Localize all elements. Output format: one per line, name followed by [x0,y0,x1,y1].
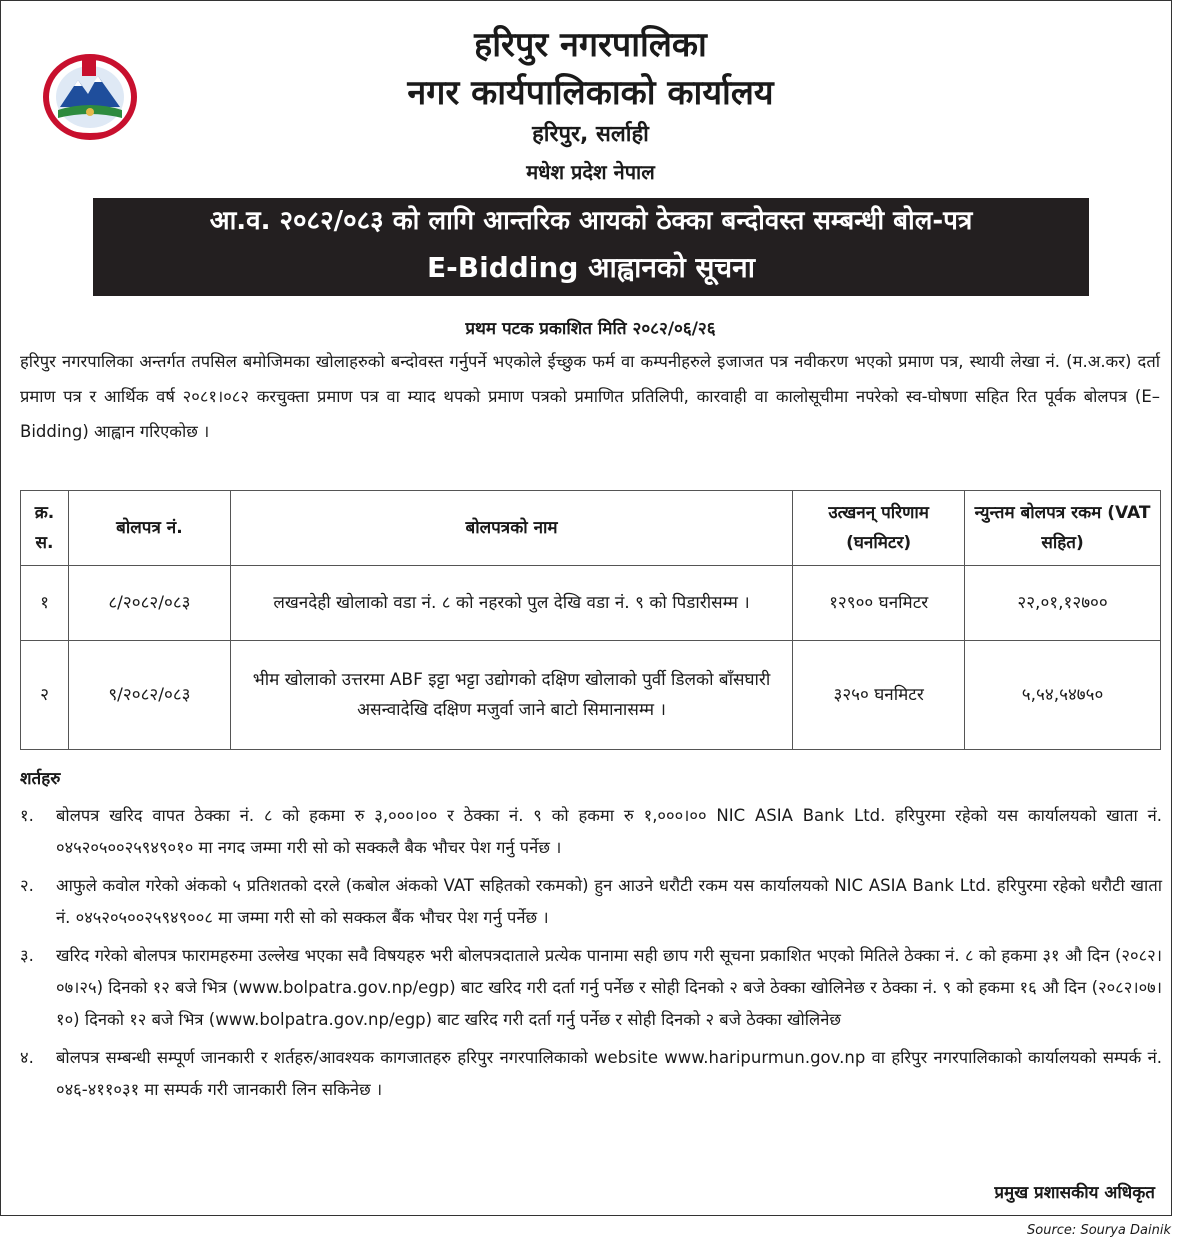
intro-paragraph: हरिपुर नगरपालिका अन्तर्गत तपसिल बमोजिमका खोलाहरुको बन्दोवस्त गर्नुपर्ने भएकोले ईच्छुक फर्म वा कम्पनीहरुले इजाजत पत्र नवीकरण भएको प्रमाण पत्र, स्थायी लेखा नं. (म.अ.कर) दर्ता प्रमाण पत्र र आर्थिक वर्ष २०८१।०८२ करचुक्ता प्रमाण पत्र वा म्याद थपको प्रमाण पत्रको प्रमाणित प्रतिलिपी, कारवाही वा कालोसूचीमा नपरेको स्व-घोषणा सहित रित पूर्वक बोलपत्र (E–Bidding) आह्वान गरिएकोछ । [20,352,1160,441]
term-number: ३. [20,946,34,965]
cell-amount: २२,०१,१२७०० [965,566,1161,641]
source-credit: Source: Sourya Dainik [1027,1223,1171,1238]
term-item [14,870,1162,934]
cell-amount: ५,५४,५४७५० [965,641,1161,750]
cell-sn: २ [21,641,69,750]
terms-list [14,800,1162,1112]
term-text: आफुले कवोल गरेको अंकको ५ प्रतिशतको दरले (कबोल अंकको VAT सहितको रकमको) हुन आउने धरौटी रकम यस कार्यालयको NIC ASIA Bank Ltd. हरिपुरमा रहेको धरौटी खाता नं. ०४५२०५००२५९४९००८ मा जम्मा गरी सो को सक्कल बैंक भौचर पेश गर्नु पर्नेछ । [56,876,1162,927]
cell-quantity: १२९०० घनमिटर [793,566,965,641]
cell-bid-no: ८/२०८२/०८३ [68,566,230,641]
office-address: हरिपुर, सर्लाही [532,122,649,147]
office-name: नगर कार्यपालिकाको कार्यालय [407,73,774,113]
terms-heading: शर्तहरु [20,769,61,789]
publish-date: प्रथम पटक प्रकाशित मिति २०८२/०६/२६ [465,319,716,339]
term-item [14,800,1162,864]
notice-title: आ.व. २०८२/०८३ को लागि आन्तरिक आयको ठेक्का बन्दोवस्त सम्बन्धी बोल-पत्र [209,206,973,236]
bid-table [20,490,1161,750]
notice-title-banner [93,198,1089,296]
col-header-sn: क्र. स. [21,491,69,566]
term-item [14,1042,1162,1106]
term-text: बोलपत्र खरिद वापत ठेक्का नं. ८ को हकमा रु ३,०००।०० र ठेक्का नं. ९ को हकमा रु १,०००।०० NIC ASIA Bank Ltd. हरिपुरमा रहेको यस कार्यालयको खाता नं. ०४५२०५००२५९४९०१० मा नगद जम्मा गरी सो को सक्कलै बैक भौचर पेश गर्नु पर्नेछ । [56,806,1162,857]
term-text: बोलपत्र सम्बन्धी सम्पूर्ण जानकारी र शर्तहरु/आवश्यक कागजातहरु हरिपुर नगरपालिकाको website www.haripurmun.gov.np वा हरिपुर नगरपालिकाको कार्यालयको सम्पर्क नं. ०४६-४११०३१ मा सम्पर्क गरी जानकारी लिन सकिनेछ । [56,1048,1162,1099]
cell-bid-no: ९/२०८२/०८३ [68,641,230,750]
term-item [14,940,1162,1036]
term-text: खरिद गरेको बोलपत्र फारामहरुमा उल्लेख भएका सवै विषयहरु भरी बोलपत्रदाताले प्रत्येक पानामा सही छाप गरी सूचना प्रकाशित भएको मितिले ठेक्का नं. ८ को हकमा ३१ औ दिन (२०८२।०७।२५) दिनको १२ बजे भित्र (www.bolpatra.gov.np/egp) बाट खरिद गरी दर्ता गर्नु पर्नेछ र सोही दिनको २ बजे ठेक्का खोलिनेछ र ठेक्का नं. ९ को हकमा १६ औ दिन (२०८२।०७।१०) दिनको १२ बजे भित्र (www.bolpatra.gov.np/egp) बाट खरिद गरी दर्ता गर्नु पर्नेछ र सोही दिनको २ बजे ठेक्का खोलिनेछ [56,946,1162,1029]
signatory-title: प्रमुख प्रशासकीय अधिकृत [994,1183,1155,1203]
cell-name: लखनदेही खोलाको वडा नं. ८ को नहरको पुल देखि वडा नं. ९ को पिडारीसम्म । [230,566,792,641]
term-number: २. [20,876,34,895]
table-header-row [21,491,1161,566]
table-row [21,566,1161,641]
term-number: ४. [20,1048,34,1067]
col-header-name: बोलपत्रको नाम [230,491,792,566]
cell-name: भीम खोलाको उत्तरमा ABF इट्टा भट्टा उद्योगको दक्षिण खोलाको पुर्वी डिलको बाँसघारी असन्वादेखि दक्षिण मजुर्वा जाने बाटो सिमानासम्म । [230,641,792,750]
municipality-name: हरिपुर नगरपालिका [474,25,707,65]
table-row [21,641,1161,750]
cell-sn: १ [21,566,69,641]
col-header-bid-no: बोलपत्र नं. [68,491,230,566]
notice-subtitle: E-Bidding आह्वानको सूचना [427,251,755,284]
province-name: मधेश प्रदेश नेपाल [526,160,655,184]
col-header-amount: न्युन्तम बोलपत्र रकम (VAT सहित) [965,491,1161,566]
cell-quantity: ३२५० घनमिटर [793,641,965,750]
col-header-quantity: उत्खनन् परिणाम (घनमिटर) [793,491,965,566]
term-number: १. [20,806,34,825]
